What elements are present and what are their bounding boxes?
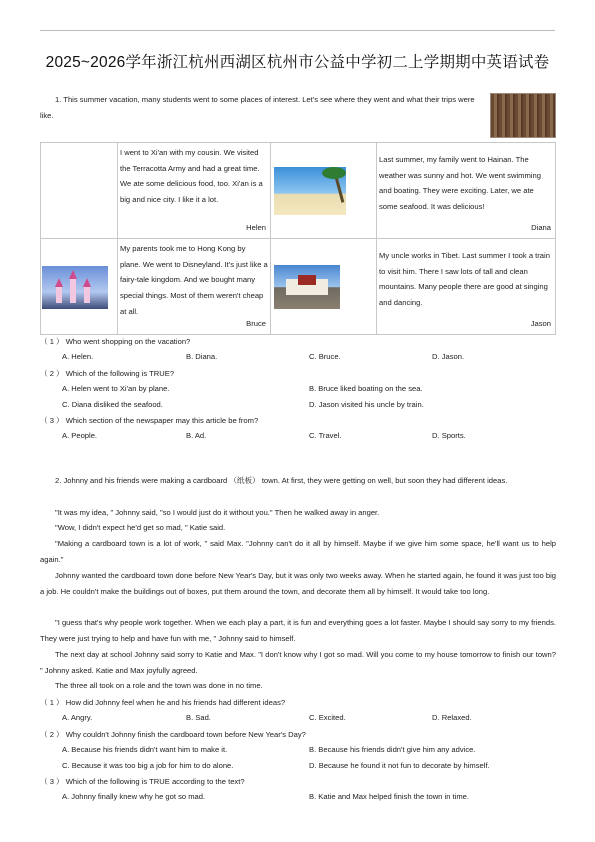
terracotta-army-photo [490, 93, 556, 138]
q2-3-option-b[interactable]: B. Katie and Max helped finish the town in time. [309, 792, 469, 801]
q1-2-option-d[interactable]: D. Jason visited his uncle by train. [309, 400, 424, 409]
q1-1-option-a[interactable]: A. Helen. [62, 352, 94, 361]
q1-1-option-c[interactable]: C. Bruce. [309, 352, 341, 361]
q1-question-3: （ 3 ） Which section of the newspaper may this article be from? [40, 416, 259, 425]
q1-3-option-a[interactable]: A. People. [62, 431, 98, 440]
q2-2-option-b[interactable]: B. Because his friends didn't give him any advice. [309, 745, 476, 754]
bruce-passage [118, 239, 270, 334]
empty-image-cell [41, 143, 118, 239]
q2-paragraph-2: "It was my idea, " Johnny said, "so I would just do it without you." Then he walked away in anger. [55, 508, 380, 517]
q1-intro: 1. This summer vacation, many students went to some places of interest. Let's see where they went and what their trips were like. [40, 95, 475, 120]
helen-text: I went to Xi'an with my cousin. We visited the Terracotta Army and had a great time. We ate some delicious food, too. Xi'an is a big and nice city. I like it a lot. [120, 148, 263, 205]
q2-paragraph-7: The next day at school Johnny said sorry to Katie and Max. "I don't know why I got so mad. Will you come to my house tomorrow to finish our town? " Johnny asked. Katie and Max joyfully agreed. [40, 650, 556, 675]
q2-3-option-a[interactable]: A. Johnny finally knew why he got so mad. [62, 792, 206, 801]
q1-2-option-c[interactable]: C. Diana disliked the seafood. [62, 400, 163, 409]
q2-question-1: （ 1 ） How did Johnny feel when he and his friends had different ideas? [40, 698, 286, 707]
q2-question-3: （ 3 ） Which of the following is TRUE according to the text? [40, 777, 245, 786]
q2-question-2: （ 2 ） Why couldn't Johnny finish the cardboard town before New Year's Day? [40, 730, 306, 739]
diana-name: Diana [531, 223, 551, 233]
q1-2-option-b[interactable]: B. Bruce liked boating on the sea. [309, 384, 423, 393]
jason-text: My uncle works in Tibet. Last summer I took a train to visit him. There I saw lots of tall and clean mountains. Many people there are good at singing and dancing. [379, 251, 550, 308]
q2-paragraph-4: "Making a cardboard town is a lot of work, " said Max. "Johnny can't do it all by himself. Maybe if we give him some space, he'll want us to help again." [40, 539, 556, 564]
helen-name: Helen [246, 223, 266, 233]
header-rule [40, 30, 555, 31]
q2-paragraph-5: Johnny wanted the cardboard town done before New Year's Day, but it was only two weeks away. When he started again, he found it was just too big a job. He couldn't make the buildings out of boxes, put them around the town, and decorate them all by himself. It would take too long. [40, 571, 556, 596]
q2-2-option-a[interactable]: A. Because his friends didn't want him to make it. [62, 745, 228, 754]
q2-2-option-d[interactable]: D. Because he found it not fun to decorate by himself. [309, 761, 490, 770]
beach-photo [274, 167, 346, 215]
q1-3-option-c[interactable]: C. Travel. [309, 431, 342, 440]
q1-3-option-d[interactable]: D. Sports. [432, 431, 466, 440]
q2-1-option-d[interactable]: D. Relaxed. [432, 713, 472, 722]
jason-name: Jason [530, 319, 551, 329]
q1-2-option-a[interactable]: A. Helen went to Xi'an by plane. [62, 384, 170, 393]
q1-1-option-b[interactable]: B. Diana. [186, 352, 218, 361]
q2-2-option-c[interactable]: C. Because it was too big a job for him to do alone. [62, 761, 234, 770]
q2-paragraph-6: "I guess that's why people work together. When we each play a part, it is fun and everything goes a lot faster. Maybe I should say sorry to my friends. They were just trying to help and have fun with me, " Johnny said to himself. [40, 618, 556, 643]
helen-passage [118, 143, 270, 238]
q2-1-option-c[interactable]: C. Excited. [309, 713, 346, 722]
diana-passage [377, 143, 555, 238]
q2-1-option-b[interactable]: B. Sad. [186, 713, 211, 722]
bruce-name: Bruce [246, 319, 266, 329]
diana-text: Last summer, my family went to Hainan. The weather was sunny and hot. We went swimming and boating. They were exciting. Later, we ate some seafood. It was delicious! [379, 155, 541, 212]
q2-paragraph-3: "Wow, I didn't expect he'd get so mad, " Katie said. [55, 523, 226, 532]
page-title: 2025~2026学年浙江杭州西湖区杭州市公益中学初二上学期期中英语试卷 [45, 54, 550, 71]
disneyland-castle-photo [42, 266, 108, 309]
q1-3-option-b[interactable]: B. Ad. [186, 431, 207, 440]
q1-question-1: （ 1 ） Who went shopping on the vacation? [40, 337, 191, 346]
q1-1-option-d[interactable]: D. Jason. [432, 352, 465, 361]
q1-text-table [40, 142, 556, 335]
bruce-text: My parents took me to Hong Kong by plane. We went to Disneyland. It's just like a fairy-tale kingdom. And we bought many special things. Most of them weren't cheap at all. [120, 244, 268, 316]
q2-1-option-a[interactable]: A. Angry. [62, 713, 93, 722]
q1-question-2: （ 2 ） Which of the following is TRUE? [40, 369, 175, 378]
jason-passage [377, 239, 555, 334]
q2-paragraph-1: 2. Johnny and his friends were making a cardboard （纸板） town. At first, they were getting on well, but soon they had different ideas. [55, 476, 508, 485]
q2-paragraph-8: The three all took on a role and the town was done in no time. [55, 681, 263, 690]
potala-palace-photo [274, 265, 340, 309]
